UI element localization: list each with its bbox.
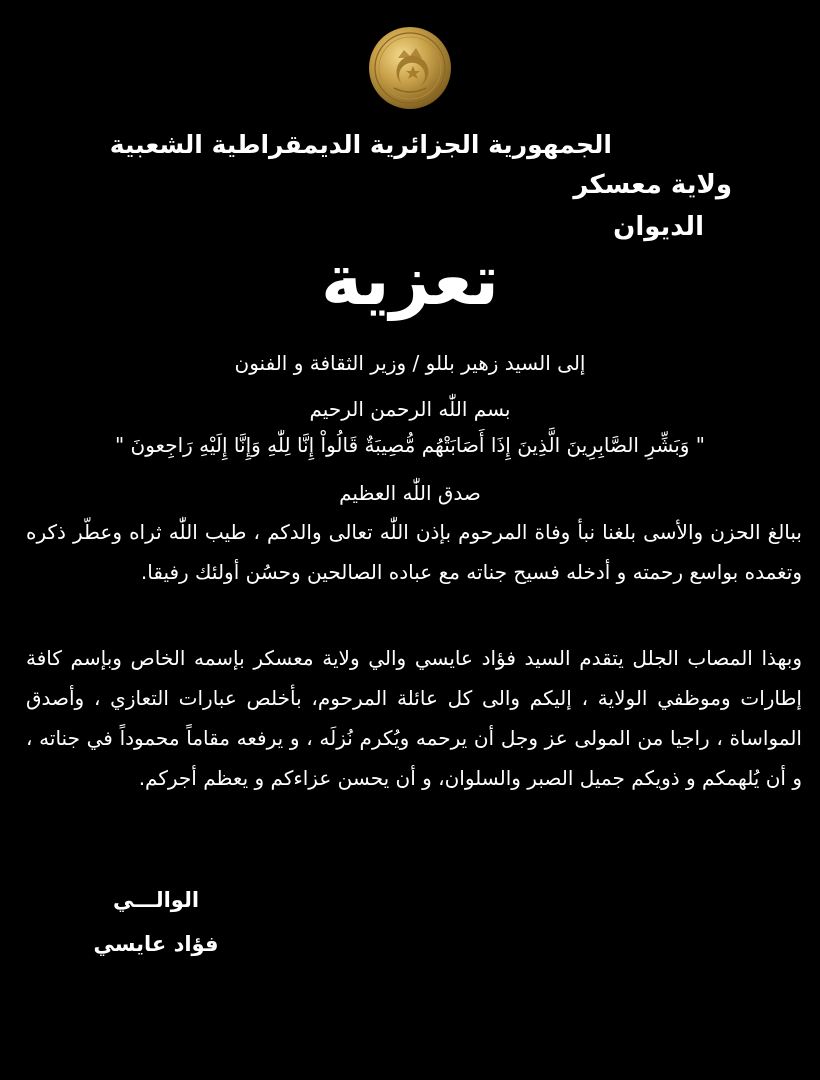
document-title: تعزية — [320, 239, 500, 321]
condolence-paragraph-1: ببالغ الحزن والأسى بلغنا نبأ وفاة المرحوم بإذن اللّٰه تعالى والدكم ، طيب اللّٰه ثراه وعطّر ذكره وتغمده بواسع رحمته و أدخله فسيح جناته مع عباده الصالحين وحسُن أولئك رفيقا. — [26, 520, 802, 584]
closing-verse-line: صدق اللّٰه العظيم — [339, 481, 481, 505]
office-name: الديوان — [613, 212, 704, 242]
republic-name: الجمهورية الجزائرية الديمقراطية الشعبية — [109, 130, 612, 159]
wilaya-name: ولاية معسكر — [573, 170, 732, 200]
basmala-line: بسم اللّٰه الرحمن الرحيم — [309, 397, 511, 421]
algeria-state-seal-icon — [368, 26, 452, 110]
recipient-line: إلى السيد زهير بللو / وزير الثقافة و الفنون — [234, 351, 586, 375]
condolence-paragraph-2: وبهذا المصاب الجلل يتقدم السيد فؤاد عايسي والي ولاية معسكر بإسمه الخاص وبإسم كافة إطارات وموظفي الولاية ، إليكم والى كل عائلة المرحوم، بأخلص عبارات التعازي ، وأصدق المواساة ، راجيا من المولى عز وجل أن يرحمه ويُكرم نُزلَه ، و يرفعه مقاماً محموداً في جناته ، و أن يُلهمكم و ذويكم جميل الصبر والسلوان، و أن يحسن عزاءكم و يعظم أجركم. — [26, 646, 802, 790]
signature-title: الوالـــي — [112, 888, 200, 912]
signature-name: فؤاد عايسي — [93, 932, 219, 956]
quran-verse: " وَبَشِّرِ الصَّابِرِينَ الَّذِينَ إِذَا أَصَابَتْهُم مُّصِيبَةٌ قَالُواْ إِنَّا لِلّٰهِ وَإِنَّا إِلَيْهِ رَاجِعونَ " — [114, 433, 706, 457]
